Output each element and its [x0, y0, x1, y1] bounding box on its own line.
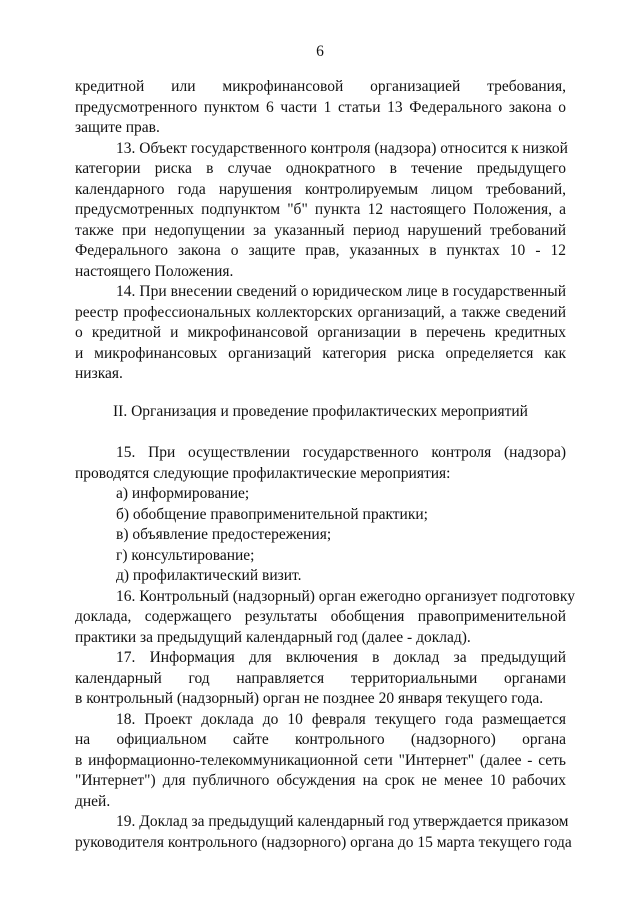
text-line: категории риска в случае однократного в течение предыдущего [75, 160, 566, 177]
text-line: 14. При внесении сведений о юридическом лице в государственный [116, 283, 566, 300]
text-line: реестр профессиональных коллекторских организаций, а также сведений [75, 303, 566, 321]
text-line: в контрольный (надзорный) орган не позднее 20 января текущего года. [75, 690, 544, 707]
text-line: 19. Доклад за предыдущий календарный год утверждается приказом [116, 813, 569, 830]
paragraph-p13 [75, 139, 566, 283]
text-line: практики за предыдущий календарный год (далее - доклад). [75, 628, 471, 646]
text-line: кредитной или микрофинансовой организацией требования, [75, 78, 566, 95]
text-line: календарного года нарушения контролируемым лицом требований, [75, 180, 566, 198]
text-line: "Интернет") для публичного обсуждения на срок не менее 10 рабочих [75, 772, 566, 789]
document-body [75, 77, 575, 853]
text-line: 18. Проект доклада до 10 февраля текущего года размещается [116, 710, 566, 728]
section-heading: II. Организация и проведение профилактических мероприятий [113, 402, 528, 420]
paragraph-p15c [75, 525, 566, 546]
text-line: дней. [75, 792, 111, 810]
text-line: предусмотренных подпунктом "б" пункта 12 настоящего Положения, а [75, 201, 566, 218]
text-line: доклада, содержащего результаты обобщения правоприменительной [75, 608, 566, 625]
page-number: 6 [316, 43, 324, 60]
section-paragraphs [75, 443, 575, 853]
text-line: также при недопущении за указанный период нарушений требований [75, 221, 566, 239]
text-line: 17. Информация для включения в доклад за предыдущий [116, 649, 566, 666]
text-line: и микрофинансовых организаций категория риска определяется как [75, 344, 566, 362]
text-line: низкая. [75, 365, 123, 382]
text-line: д) профилактический визит. [116, 567, 302, 584]
text-line: 16. Контрольный (надзорный) орган ежегодно организует подготовку [116, 587, 575, 605]
paragraph-p15b [75, 505, 566, 526]
paragraph-p14 [75, 282, 566, 385]
paragraph-p12-tail [75, 77, 566, 139]
text-line: предусмотренного пунктом 6 части 1 статьи 13 Федерального закона о [75, 98, 566, 116]
text-line: настоящего Положения. [75, 262, 234, 280]
text-line: защите прав. [75, 119, 160, 136]
text-line: 13. Объект государственного контроля (надзора) относится к низкой [116, 139, 568, 157]
pre-section-paragraphs [75, 77, 566, 385]
text-line: проводятся следующие профилактические мероприятия: [75, 464, 451, 482]
text-line: руководителя контрольного (надзорного) органа до 15 марта текущего года [75, 833, 572, 851]
text-line: о кредитной и микрофинансовой организации в перечень кредитных [75, 324, 566, 341]
text-line: а) информирование; [116, 485, 250, 502]
text-line: г) консультирование; [116, 546, 255, 564]
text-line: 15. При осуществлении государственного контроля (надзора) [116, 444, 566, 461]
text-line: календарный год направляется территориальными органами [75, 669, 566, 687]
text-line: в) объявление предостережения; [116, 526, 332, 543]
text-line: Федерального закона о защите прав, указанных в пунктах 10 - 12 [75, 242, 566, 259]
paragraph-p16 [75, 587, 575, 649]
paragraph-p15 [75, 443, 566, 484]
text-line: в информационно-телекоммуникационной сети "Интернет" (далее - сеть [75, 751, 566, 769]
paragraph-p18 [75, 710, 566, 813]
text-line: б) обобщение правоприменительной практики; [116, 505, 428, 523]
paragraph-p15e [75, 566, 566, 587]
paragraph-p15a [75, 484, 566, 505]
text-line: на официальном сайте контрольного (надзорного) органа [75, 731, 566, 748]
paragraph-p15d [75, 546, 566, 567]
paragraph-p17 [75, 648, 566, 710]
paragraph-p19 [75, 812, 572, 853]
